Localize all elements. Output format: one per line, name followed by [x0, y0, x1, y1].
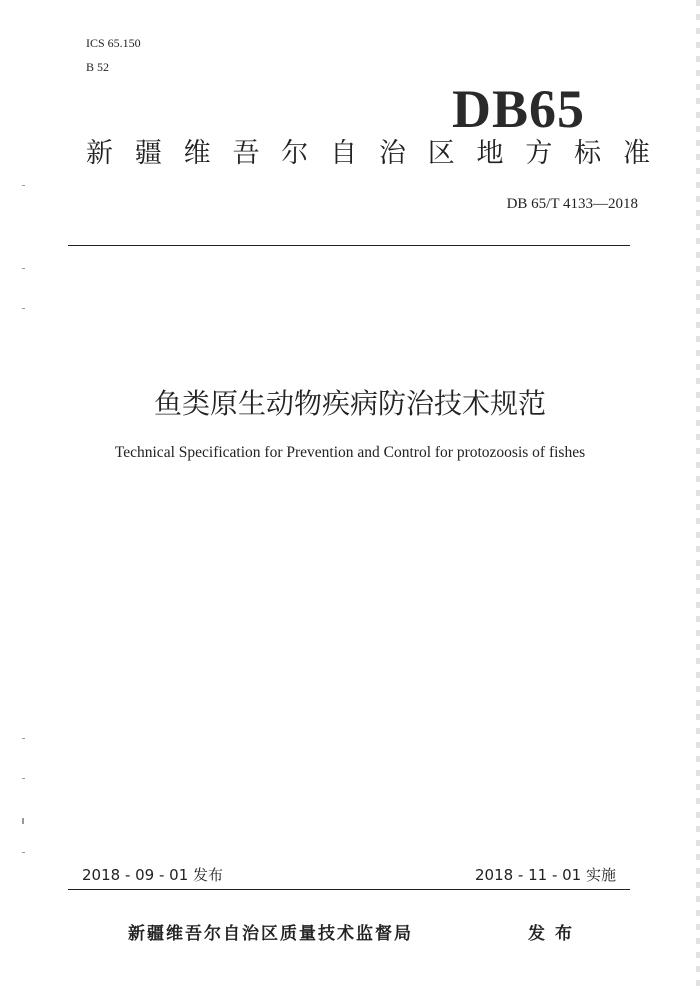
margin-mark	[22, 308, 25, 309]
implement-date: 2018 - 11 - 01 实施	[474, 866, 616, 884]
issue-label: 发布	[528, 924, 582, 944]
title-char: 标	[574, 138, 602, 169]
title-char: 准	[622, 138, 650, 169]
title-char: 新	[86, 138, 113, 169]
ics-code: ICS 65.150	[86, 36, 141, 50]
margin-mark	[22, 778, 25, 779]
title-char: 自	[330, 138, 358, 169]
footer-divider	[68, 889, 630, 890]
title-char: 吾	[232, 138, 260, 169]
issuing-authority: 新疆维吾尔自治区质量技术监督局	[128, 924, 413, 944]
standard-number: DB 65/T 4133—2018	[506, 196, 638, 212]
standard-logo: DB65	[452, 79, 586, 139]
title-char: 疆	[134, 138, 162, 169]
document-title-en: Technical Specification for Prevention and Control for protozoosis of fishes	[114, 444, 586, 461]
title-char: 维	[183, 138, 211, 169]
margin-mark	[22, 185, 25, 186]
document-title-cn: 鱼类原生动物疾病防治技术规范	[153, 387, 546, 420]
scan-edge-artifact	[696, 0, 700, 990]
margin-mark	[22, 268, 25, 269]
title-char: 区	[427, 138, 455, 169]
classification-code: B 52	[86, 60, 110, 74]
title-char: 方	[525, 138, 553, 169]
publish-date: 2018 - 09 - 01 发布	[82, 866, 224, 884]
margin-mark	[22, 852, 25, 853]
margin-mark	[22, 738, 25, 739]
title-char: 治	[378, 138, 406, 169]
title-char: 地	[476, 138, 504, 169]
margin-mark	[22, 818, 24, 824]
header-divider	[68, 245, 630, 246]
standard-type-title	[86, 140, 650, 167]
title-char: 尔	[281, 138, 309, 169]
